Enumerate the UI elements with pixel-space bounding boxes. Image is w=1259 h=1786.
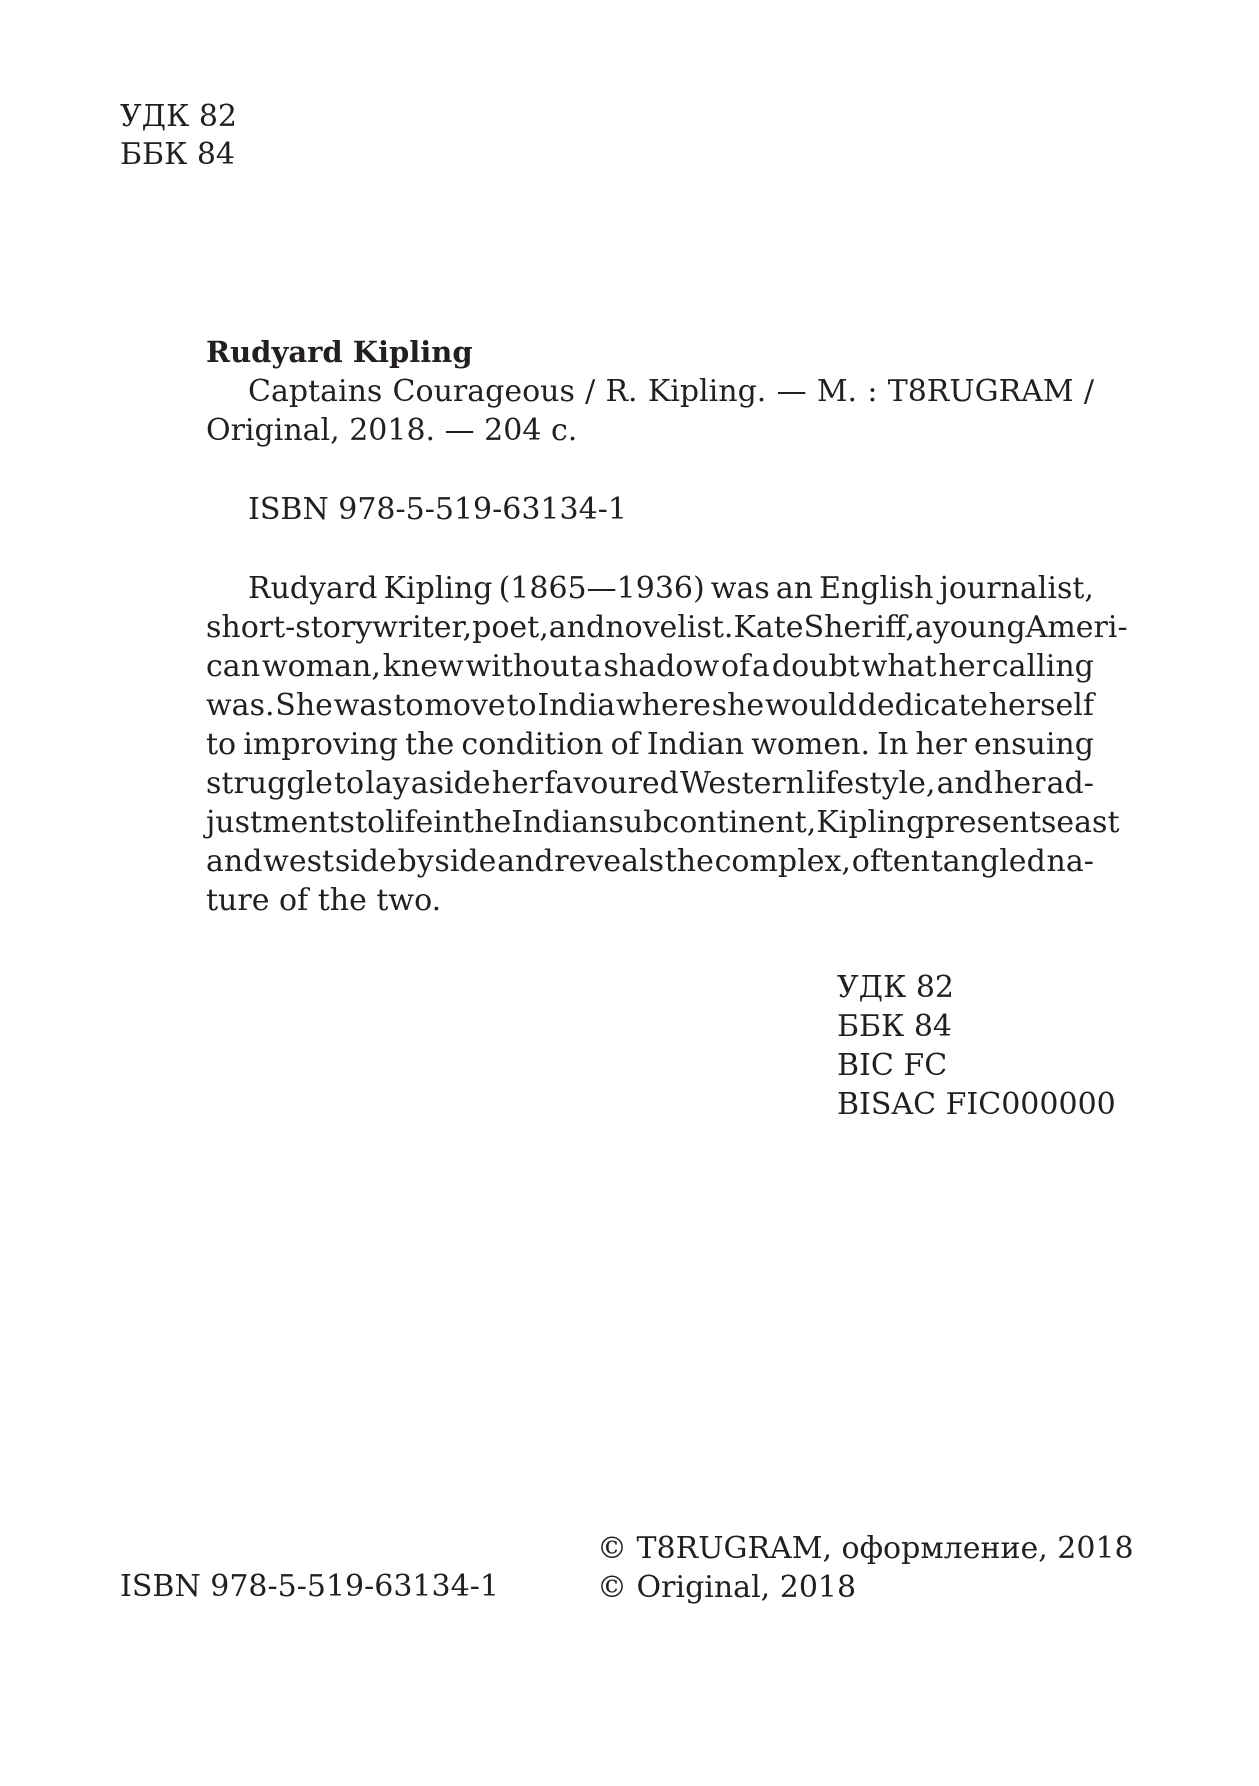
annotation-last-line: ture of the two. xyxy=(206,883,442,918)
annotation-word: tangled xyxy=(930,844,1046,879)
annotation-word: young xyxy=(932,610,1026,645)
annotation-word: to xyxy=(333,766,365,801)
annotation-word: herself xyxy=(988,688,1094,723)
annotation-word: Indian xyxy=(646,727,745,762)
annotation-word: reveals xyxy=(554,844,664,879)
annotation-word: was xyxy=(333,688,393,723)
annotation-word: Kipling xyxy=(383,571,493,606)
annotation-word: knew xyxy=(382,649,464,684)
annotation-word: to xyxy=(393,688,424,723)
annotation-word: and xyxy=(497,844,554,879)
annotation-word: would xyxy=(764,688,857,723)
annotation-line xyxy=(206,686,1094,725)
annotation-word: ad- xyxy=(1046,766,1094,801)
annotation-word: shadow xyxy=(603,649,720,684)
title-word: — xyxy=(776,374,807,409)
title-word: Kipling. xyxy=(647,374,767,409)
annotation-word: Kipling xyxy=(816,805,926,840)
udk-code: УДК 82 xyxy=(120,99,237,134)
annotation-word: justments xyxy=(206,805,356,840)
annotation-word: presents xyxy=(925,805,1057,840)
annotation-word: by xyxy=(397,844,434,879)
annotation-word: side xyxy=(434,844,497,879)
annotation-word: a xyxy=(583,649,602,684)
annotation-word: subcontinent, xyxy=(608,805,817,840)
annotation-word: lifestyle, xyxy=(806,766,936,801)
title-word: M. xyxy=(816,374,858,409)
annotation-word: and xyxy=(548,610,606,645)
annotation-line xyxy=(206,725,1094,764)
udk-code-right: УДК 82 xyxy=(837,970,954,1005)
annotation-word: an xyxy=(775,571,814,606)
annotation-word: na- xyxy=(1046,844,1094,879)
annotation-word: where xyxy=(616,688,711,723)
annotation-word: Rudyard xyxy=(248,571,378,606)
annotation-word: without xyxy=(465,649,582,684)
bisac-code: BISAC FIC000000 xyxy=(837,1087,1116,1122)
title-word: : xyxy=(867,374,878,409)
isbn-record: ISBN 978-5-519-63134-1 xyxy=(248,492,627,527)
title-word: R. xyxy=(605,374,638,409)
isbn-bottom xyxy=(120,1568,499,1606)
annotation-word: can xyxy=(206,649,261,684)
annotation-word: life xyxy=(385,805,434,840)
annotation-word: often xyxy=(851,844,930,879)
title-word: Courageous xyxy=(392,374,575,409)
annotation-word: (1865—1936) xyxy=(498,571,705,606)
title-word: Captains xyxy=(248,374,383,409)
annotation-word: of xyxy=(610,727,640,762)
annotation-word: India xyxy=(537,688,616,723)
annotation-word: to xyxy=(506,688,537,723)
annotation-word: aside xyxy=(410,766,491,801)
annotation-line xyxy=(206,764,1094,803)
annotation-word: in xyxy=(433,805,463,840)
annotation-line xyxy=(206,803,1120,842)
annotation-word: she xyxy=(711,688,765,723)
annotation-word: novelist.Kate xyxy=(605,610,804,645)
title-word: T8RUGRAM xyxy=(887,374,1074,409)
annotation-word: side xyxy=(334,844,397,879)
title-word: / xyxy=(585,374,596,409)
annotation-line xyxy=(206,608,1128,647)
annotation-word: to xyxy=(206,727,237,762)
annotation-word: journalist, xyxy=(939,571,1094,606)
annotation-word: English xyxy=(819,571,934,606)
annotation-word: her xyxy=(915,727,967,762)
annotation-word: dedicate xyxy=(857,688,988,723)
annotation-word: west xyxy=(263,844,335,879)
annotation xyxy=(206,569,1128,920)
annotation-word: writer, xyxy=(372,610,473,645)
copyright-block xyxy=(597,1529,1134,1607)
annotation-word: a xyxy=(914,610,933,645)
annotation-word: lay xyxy=(365,766,410,801)
right-classification xyxy=(837,968,1116,1124)
annotation-word: her xyxy=(994,766,1046,801)
annotation-line xyxy=(206,842,1094,881)
title-line-2: Original, 2018. — 204 с. xyxy=(206,413,578,448)
author-name: Rudyard Kipling xyxy=(206,335,473,369)
bbk-code: ББК 84 xyxy=(120,137,236,172)
annotation-word: poet, xyxy=(472,610,549,645)
annotation-word: Western xyxy=(679,766,805,801)
annotation-word: to xyxy=(355,805,386,840)
annotation-word: favoured xyxy=(544,766,679,801)
annotation-line xyxy=(206,569,1094,608)
annotation-word: east xyxy=(1056,805,1120,840)
annotation-word: her xyxy=(491,766,544,801)
annotation-word: complex, xyxy=(714,844,851,879)
annotation-word: and xyxy=(206,844,263,879)
annotation-word: the xyxy=(405,727,455,762)
title-word: / xyxy=(1083,374,1094,409)
annotation-word: Indian xyxy=(511,805,609,840)
annotation-word: short-story xyxy=(206,610,373,645)
isbn-bottom-text: ISBN 978-5-519-63134-1 xyxy=(120,1569,499,1604)
bic-code: BIC FC xyxy=(837,1048,948,1083)
annotation-word: ensuing xyxy=(974,727,1094,762)
annotation-word: condition xyxy=(461,727,604,762)
bibliographic-record xyxy=(206,333,1128,920)
annotation-word: was xyxy=(710,571,770,606)
annotation-word: the xyxy=(462,805,512,840)
title-line-1 xyxy=(206,372,1094,411)
annotation-word: of xyxy=(720,649,751,684)
annotation-word: calling xyxy=(991,649,1094,684)
annotation-word: Ameri- xyxy=(1025,610,1128,645)
annotation-word: what xyxy=(861,649,937,684)
annotation-line xyxy=(206,647,1094,686)
top-classification xyxy=(120,98,237,174)
copyright-publisher: © T8RUGRAM, оформление, 2018 xyxy=(597,1531,1134,1566)
bbk-code-right: ББК 84 xyxy=(837,1009,953,1044)
annotation-word: was. xyxy=(206,688,275,723)
annotation-word: and xyxy=(936,766,993,801)
annotation-word: improving xyxy=(243,727,398,762)
annotation-word: a xyxy=(752,649,770,684)
copyright-original: © Original, 2018 xyxy=(597,1570,857,1605)
annotation-word: her xyxy=(938,649,990,684)
annotation-word: the xyxy=(664,844,714,879)
annotation-word: struggle xyxy=(206,766,333,801)
annotation-word: In xyxy=(877,727,909,762)
annotation-word: doubt xyxy=(771,649,860,684)
annotation-word: woman, xyxy=(261,649,381,684)
annotation-word: move xyxy=(424,688,506,723)
annotation-word: women. xyxy=(751,727,871,762)
annotation-word: She xyxy=(275,688,333,723)
annotation-word: Sheriff, xyxy=(803,610,915,645)
